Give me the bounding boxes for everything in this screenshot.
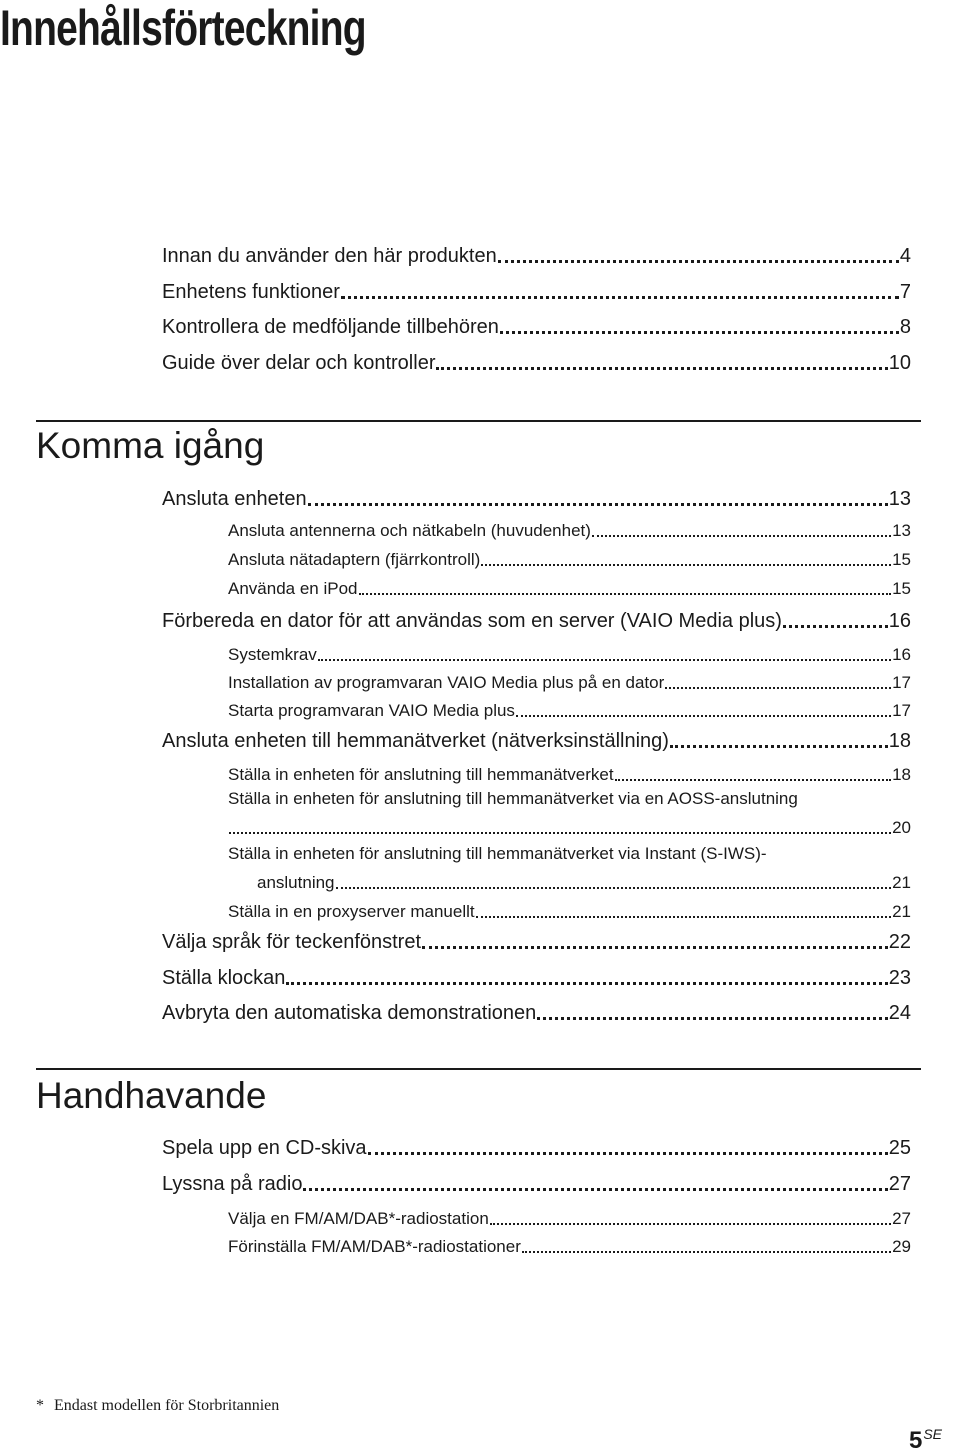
dot-leader [476, 916, 891, 918]
toc-subentry[interactable] [228, 541, 911, 571]
dot-leader [318, 659, 891, 661]
toc-entry-title: Starta programvaran VAIO Media plus [228, 701, 515, 720]
dot-leader [490, 1223, 891, 1225]
toc-entry-title: Systemkrav [228, 645, 317, 664]
toc-subentry[interactable] [228, 809, 911, 839]
toc-entry-title: Använda en iPod [228, 579, 358, 598]
toc-entry-page: 21 [892, 902, 911, 921]
toc-subentry[interactable] [228, 1228, 911, 1258]
section-heading: Handhavande [36, 1075, 267, 1116]
toc-entry-title: Guide över delar och kontroller [162, 352, 436, 374]
toc-entry[interactable] [162, 995, 911, 1025]
toc-subentry-title-line1[interactable]: Ställa in enheten för anslutning till hemmanätverket via en AOSS-anslutning [228, 789, 798, 808]
toc-entry-title: Förbereda en dator för att användas som en server (VAIO Media plus) [162, 610, 782, 632]
toc-entry-title: Ställa klockan [162, 967, 286, 989]
toc-subentry[interactable] [228, 893, 911, 923]
toc-entry-title: Innan du använder den här produkten [162, 245, 497, 267]
toc-entry-title: Ansluta antennerna och nätkabeln (huvudenhet) [228, 521, 591, 540]
dot-leader [341, 296, 899, 299]
toc-entry-page: 15 [892, 579, 911, 598]
dot-leader [615, 779, 892, 781]
toc-subentry[interactable] [228, 512, 911, 542]
toc-entry-page: 16 [888, 610, 911, 632]
toc-entry[interactable] [162, 924, 911, 954]
toc-subentry[interactable] [228, 756, 911, 786]
toc-entry-page: 23 [888, 967, 911, 989]
section-heading: Komma igång [36, 425, 265, 466]
toc-entry-page: 27 [888, 1173, 911, 1195]
toc-entry-title: Enhetens funktioner [162, 281, 340, 303]
toc-entry[interactable] [162, 1130, 911, 1160]
toc-entry-page: 17 [892, 701, 911, 720]
toc-entry-title: Lyssna på radio [162, 1173, 303, 1195]
toc-subentry-title-line1[interactable]: Ställa in enheten för anslutning till hemmanätverket via Instant (S-IWS)- [228, 844, 767, 863]
dot-leader [481, 564, 891, 566]
toc-entry[interactable] [162, 723, 911, 753]
dot-leader [522, 1251, 891, 1253]
footnote-text: Endast modellen för Storbritannien [54, 1397, 280, 1414]
toc-entry[interactable] [162, 960, 911, 990]
toc-entry-page: 18 [888, 730, 911, 752]
dot-leader [229, 832, 891, 834]
toc-entry-page: 18 [892, 765, 911, 784]
dot-leader [592, 535, 891, 537]
toc-entry-page: 7 [899, 281, 911, 303]
toc-entry-title-cont: anslutning [257, 873, 335, 892]
toc-entry-page: 24 [888, 1002, 911, 1024]
toc-entry[interactable] [162, 1166, 911, 1196]
dot-leader [500, 331, 899, 334]
dot-leader [368, 1152, 888, 1155]
footnote [36, 1396, 279, 1416]
footnote-marker: * [36, 1397, 44, 1414]
dot-leader [783, 625, 888, 628]
dot-leader [359, 593, 892, 595]
page-number-suffix: SE [923, 1426, 942, 1442]
dot-leader [286, 982, 887, 985]
toc-entry-page: 8 [899, 316, 911, 338]
page-number-value: 5 [908, 1427, 923, 1454]
toc-entry-page: 29 [892, 1237, 911, 1256]
toc-entry-title: Installation av programvaran VAIO Media plus på en dator [228, 673, 665, 692]
toc-entry-title: Ansluta enheten [162, 488, 307, 510]
toc-entry-page: 13 [892, 521, 911, 540]
section-divider [36, 1068, 921, 1070]
toc-entry-page: 21 [892, 873, 911, 892]
toc-entry[interactable] [162, 603, 911, 633]
toc-entry-page: 10 [888, 352, 911, 374]
toc-entry[interactable] [162, 481, 911, 511]
toc-entry-title: Ställa in enheten för anslutning till hemmanätverket [228, 765, 614, 784]
toc-subentry[interactable] [257, 864, 911, 894]
toc-entry-page: 17 [892, 673, 911, 692]
toc-entry-title: Välja en FM/AM/DAB*-radiostation [228, 1209, 489, 1228]
dot-leader [498, 260, 899, 263]
toc-entry[interactable] [162, 309, 911, 339]
toc-entry-page: 20 [892, 818, 911, 837]
toc-subentry[interactable] [228, 570, 911, 600]
toc-entry[interactable] [162, 345, 911, 375]
toc-entry-page: 22 [888, 931, 911, 953]
toc-entry-title: Spela upp en CD-skiva [162, 1137, 367, 1159]
dot-leader [336, 887, 892, 889]
toc-entry-title: Välja språk för teckenfönstret [162, 931, 422, 953]
dot-leader [537, 1017, 887, 1020]
toc-entry-page: 16 [892, 645, 911, 664]
dot-leader [670, 745, 888, 748]
toc-entry-title: Ansluta enheten till hemmanätverket (nätverksinställning) [162, 730, 669, 752]
toc-entry-title: Ansluta nätadaptern (fjärrkontroll) [228, 550, 481, 569]
dot-leader [303, 1188, 887, 1191]
toc-entry-page: 13 [888, 488, 911, 510]
toc-entry-page: 25 [888, 1137, 911, 1159]
toc-entry[interactable] [162, 238, 911, 268]
toc-entry-title: Förinställa FM/AM/DAB*-radiostationer [228, 1237, 521, 1256]
section-divider [36, 420, 921, 422]
dot-leader [436, 367, 887, 370]
toc-subentry[interactable] [228, 1200, 911, 1230]
toc-entry-title: Avbryta den automatiska demonstrationen [162, 1002, 537, 1024]
dot-leader [516, 715, 891, 717]
toc-subentry[interactable] [228, 692, 911, 722]
toc-entry[interactable] [162, 274, 911, 304]
dot-leader [422, 946, 888, 949]
toc-entry-title: Ställa in en proxyserver manuellt [228, 902, 475, 921]
toc-entry-title: Kontrollera de medföljande tillbehören [162, 316, 499, 338]
toc-subentry[interactable] [228, 636, 911, 666]
dot-leader [665, 687, 891, 689]
dot-leader [308, 503, 888, 506]
toc-entry-page: 15 [892, 550, 911, 569]
toc-entry-page: 27 [892, 1209, 911, 1228]
toc-entry-page: 4 [899, 245, 911, 267]
page-title: Innehållsförteckning [0, 0, 366, 56]
toc-subentry[interactable] [228, 664, 911, 694]
